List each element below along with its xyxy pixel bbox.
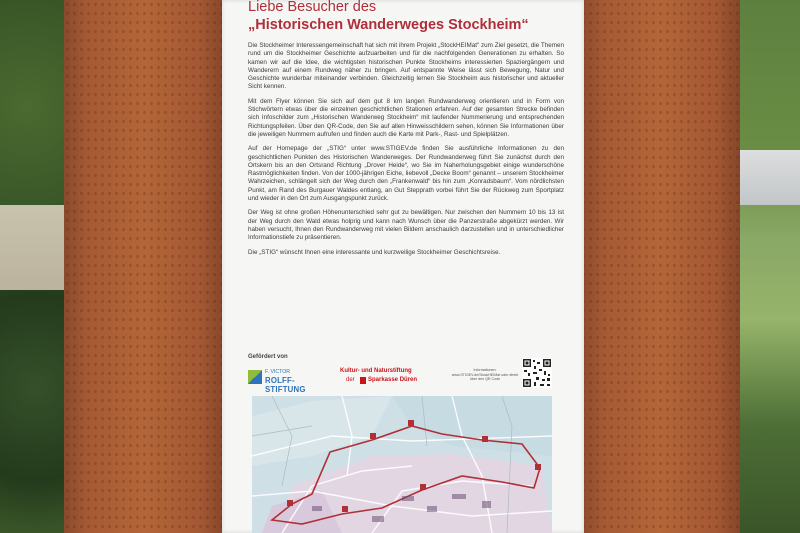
rolff-stiftung-logo [248,368,322,394]
paragraph-3: Auf der Homepage der „STIG“ unter www.STIGEV.de finden Sie ausführliche Informationen zu den geschichtlichen Punkten des Historischen Wanderweges. Der Rundwanderweg führt Sie zunächst durch den Ortskern bis an den Ortsrand Richtung „Drover Heide“, wo Sie im Naherholungsgebiet einige wunderschöne Rastmöglichkeiten finden. Von der 1000-jährigen Eiche, liebevoll „Decke Boom“ genannt – unserem Stockheimer Wahrzeichen, schlängelt sich der Weg durch den „Frankenwald“ bis hin zum „Konradsbaum“. Vom nördlichsten Punkt, am Rand des Burgauer Waldes entlang, an Gut Stepprath vorbei führt Sie der Rückweg zum Sportplatz und wieder in den Ort zum Ausgangspunkt zurück. [248,145,564,203]
paragraph-1: Die Stockheimer Interessengemeinschaft hat sich mit ihrem Projekt „StockHEIMat“ zum Ziel gesetzt, die Themen rund um die Stockheimer Geschichte aufzuarbeiten und für die nachfolgenden Generationen zu erhalten. So kamen wir auf die Idee, die wichtigsten historischen Punkte Stockheims interessierten Spaziergängern und Wanderern auf einem Rundweg näher zu bringen. Auf entspannte Weise lässt sich Bewegung, Natur und Geschichte wunderbar miteinander verbinden. Gleichzeitig lernen Sie Stockheim aus historischer und aktueller Sicht kennen. [248,42,564,91]
paragraph-5: Die „STIG“ wünscht Ihnen eine interessante und kurzweilige Stockheimer Geschichtsreise. [248,248,501,256]
rusty-post-right [580,0,740,533]
route-map-graphic [252,396,552,533]
sparkasse-logo-der: der [346,377,355,383]
route-map [252,396,552,533]
sign-title-line2: „Historischen Wanderweges Stockheim“ [248,17,529,33]
sparkasse-logo [340,368,440,390]
paragraph-4: Der Weg ist ohne großen Höhenunterschied sehr gut zu bewältigen. Nur zwischen den Nummern 10 bis 13 ist der Weg durch den Wald etwas holprig und kann nach Wunsch über die Panzerstraße abgekürzt werden. Wir haben versucht, Ihnen den Rundwanderweg mit vielen Bildern anschaulich darzustellen und in unterschiedlicher Informationstiefe zu präsentieren. [248,209,564,242]
rolff-logo-line1: F. VICTOR [265,369,290,375]
sign-title-line1: Liebe Besucher des [248,0,377,15]
sign-body-text [248,42,564,263]
sign-title [248,0,568,34]
rolff-logo-icon [248,370,262,384]
funded-by-label: Gefördert von [248,354,288,360]
info-sign-board [222,0,584,533]
sparkasse-logo-name: Sparkasse Düren [368,377,418,383]
trees-background-right [730,0,800,533]
house-background [740,150,800,205]
sparkasse-logo-line1: Kultur- und Naturstiftung [340,368,412,374]
qr-info-text: Informationen: www.STIGEV.de/StockHEIMat oder direkt über den QR Code [451,368,519,382]
rusty-post-left [64,0,224,533]
qr-code-icon [522,358,552,388]
sparkasse-s-icon [360,377,366,384]
paragraph-2: Mit dem Flyer können Sie sich auf dem gut 8 km langen Rundwanderweg orientieren und in Form von Stichwörtern etwas über die einzelnen geschichtlichen Stationen erfahren. Auf der gesamten Strecke befinden sich Infoschilder zum „Historischen Wanderweg Stockheim“ mit laufender Nummerierung und entsprechenden Richtungspfeilen. Über den QR-Code, den Sie auf allen Hinweisschildern sehen, können Sie Informationen über die jeweiligen Nummern aufrufen und finden auch die Karte mit Park-, Rast- und Spielplätzen. [248,97,564,138]
rolff-logo-line2: ROLFF-STIFTUNG [265,376,306,394]
